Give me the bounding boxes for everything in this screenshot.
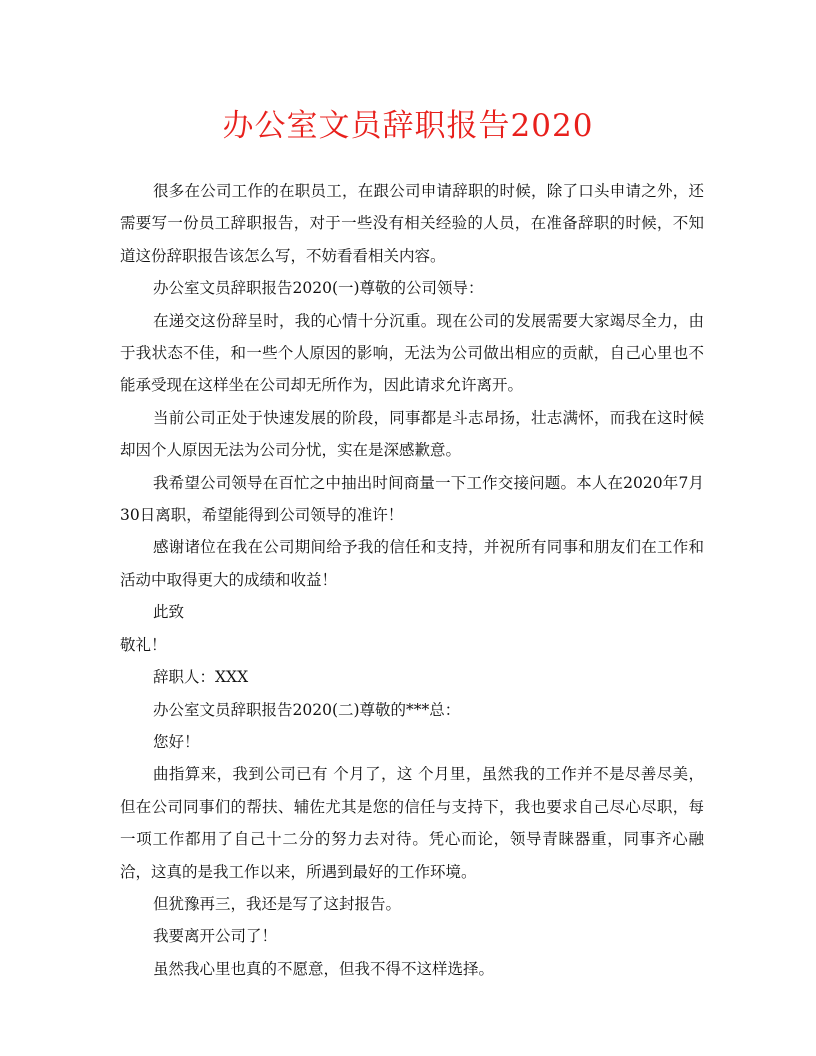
letter-one-paragraph: 在递交这份辞呈时，我的心情十分沉重。现在公司的发展需要大家竭尽全力，由于我状态不佳，和一些个人原因的影响，无法为公司做出相应的贡献，自己心里也不能承受现在这样坐在公司却无所作为，因此请求允许离开。 — [120, 311, 704, 395]
letter-two-paragraph: 但犹豫再三，我还是写了这封报告。 — [153, 894, 402, 913]
letter-one-paragraph: 感谢诸位在我在公司期间给予我的信任和支持，并祝所有同事和朋友们在工作和活动中取得更大的成绩和收益！ — [120, 538, 704, 589]
letter-two-paragraph: 虽然我心里也真的不愿意，但我不得不这样选择。 — [153, 959, 495, 978]
closing-line: 此致 — [153, 603, 185, 622]
letter-two-heading: 办公室文员辞职报告2020(二)尊敬的***总： — [153, 700, 461, 719]
intro-paragraph: 很多在公司工作的在职员工，在跟公司申请辞职的时候，除了口头申请之外，还需要写一份员工辞职报告，对于一些没有相关经验的人员，在准备辞职的时候，不知道这份辞职报告该怎么写，不妨看看相关内容。 — [120, 182, 704, 265]
letter-two-paragraph: 曲指算来，我到公司已有 个月了，这 个月里，虽然我的工作并不是尽善尽美，但在公司同事们的帮扶、辅佐尤其是您的信任与支持下，我也要求自己尽心尽职，每一项工作都用了自己十二分的努力去对待。凭心而论，领导青睐器重，同事齐心融洽，这真的是我工作以来，所遇到最好的工作环境。 — [120, 765, 704, 881]
letter-one-heading: 办公室文员辞职报告2020(一)尊敬的公司领导： — [153, 279, 484, 298]
letter-one-paragraph: 当前公司正处于快速发展的阶段，同事都是斗志昂扬，壮志满怀，而我在这时候却因个人原因无法为公司分忧，实在是深感歉意。 — [120, 408, 704, 460]
greeting-line: 您好！ — [153, 732, 200, 751]
signature-line: 辞职人：XXX — [153, 668, 249, 687]
letter-two-paragraph: 我要离开公司了！ — [153, 927, 278, 946]
document-body — [120, 175, 704, 985]
letter-one-paragraph: 我希望公司领导在百忙之中抽出时间商量一下工作交接问题。本人在2020年7月30日离职，希望能得到公司领导的准许！ — [120, 473, 704, 525]
document-title: 办公室文员辞职报告2020 — [222, 108, 594, 144]
salutation-line: 敬礼！ — [120, 635, 167, 654]
